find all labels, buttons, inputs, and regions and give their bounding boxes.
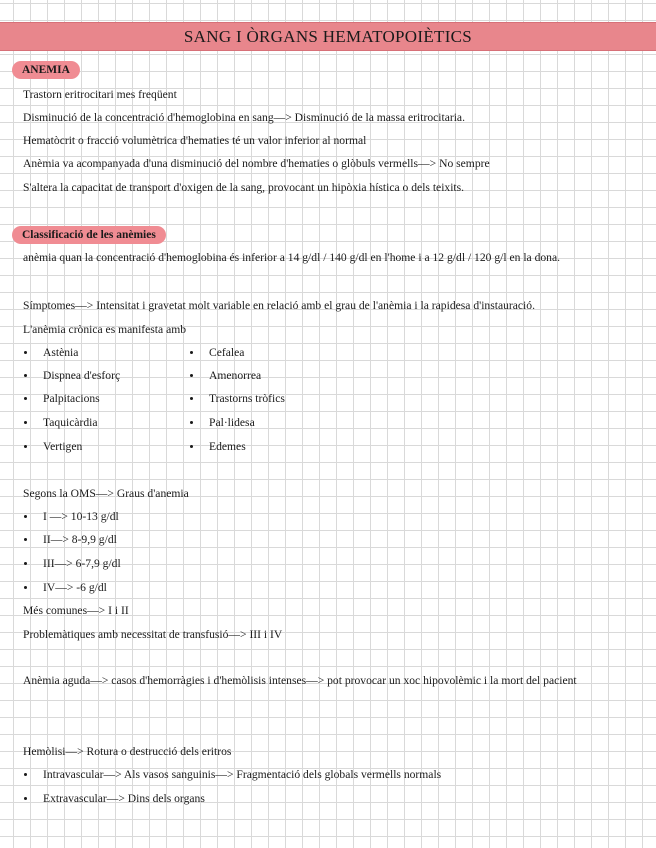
definition-paragraph: anèmia quan la concentració d'hemoglobina és inferior a 14 g/dl / 140 g/dl en l'home i a 12 g/dl / 120 g/l en la dona. [23,251,561,264]
anemia-line: S'altera la capacitat de transport d'oxigen de la sang, provocant un hipòxia hística o dels teixits. [23,181,465,194]
bullet-icon [24,351,27,354]
chronic-intro: L'anèmia crònica es manifesta amb [23,323,187,336]
hemolysis-item: Extravascular—> Dins dels organs [43,792,205,806]
hemolysis-intro: Hemòlisi—> Rotura o destrucció dels eritros [23,745,232,758]
anemia-line: Anèmia va acompanyada d'una disminució del nombre d'hematies o glòbuls vermells—> No sempre [23,157,490,170]
bullet-icon [190,445,193,448]
bullet-icon [24,773,27,776]
oms-intro: Segons la OMS—> Graus d'anemia [23,487,189,500]
symptom-item: Taquicàrdia [43,416,98,430]
bullet-icon [190,397,193,400]
grade-item: II—> 8-9,9 g/dl [43,533,117,547]
bullet-icon [24,374,27,377]
symptom-item: Cefalea [209,346,244,360]
symptom-item: Vertigen [43,440,82,454]
anemia-line: Disminució de la concentració d'hemoglobina en sang—> Disminució de la massa eritrocitaria. [23,111,465,124]
bullet-icon [24,421,27,424]
bullet-icon [24,515,27,518]
grade-item: I —> 10-13 g/dl [43,510,119,524]
grade-item: III—> 6-7,9 g/dl [43,557,121,571]
symptom-item: Trastorns tròfics [209,392,285,406]
symptom-item: Palpitacions [43,392,100,406]
section-heading-anemia: ANEMIA [12,61,80,79]
bullet-icon [190,374,193,377]
symptom-item: Edemes [209,440,246,454]
bullet-icon [24,445,27,448]
transfusion-grades: Problemàtiques amb necessitat de transfusió—> III i IV [23,628,283,641]
symptoms-line: Símptomes—> Intensitat i gravetat molt variable en relació amb el grau de l'anèmia i la rapidesa d'instauració. [23,299,535,312]
symptom-item: Astènia [43,346,78,360]
page-title: SANG I ÒRGANS HEMATOPOIÈTICS [0,22,656,51]
bullet-icon [24,797,27,800]
hemolysis-item: Intravascular—> Als vasos sanguinis—> Fragmentació dels globals vermells normals [43,768,441,782]
grade-item: IV—> -6 g/dl [43,581,107,595]
anemia-line: Trastorn eritrocitari mes freqüent [23,88,177,101]
acute-anemia-paragraph: Anèmia aguda—> casos d'hemorràgies i d'hemòlisis intenses—> pot provocar un xoc hipovolèmic i la mort del pacient [23,674,577,687]
bullet-icon [24,538,27,541]
bullet-icon [24,562,27,565]
symptom-item: Dispnea d'esforç [43,369,120,383]
anemia-line: Hematòcrit o fracció volumètrica d'hematies té un valor inferior al normal [23,134,367,147]
section-heading-classification: Classificació de les anèmies [12,226,166,244]
bullet-icon [24,586,27,589]
symptom-item: Amenorrea [209,369,261,383]
bullet-icon [190,421,193,424]
bullet-icon [190,351,193,354]
bullet-icon [24,397,27,400]
symptom-item: Pal·lidesa [209,416,255,430]
common-grades: Més comunes—> I i II [23,604,129,617]
